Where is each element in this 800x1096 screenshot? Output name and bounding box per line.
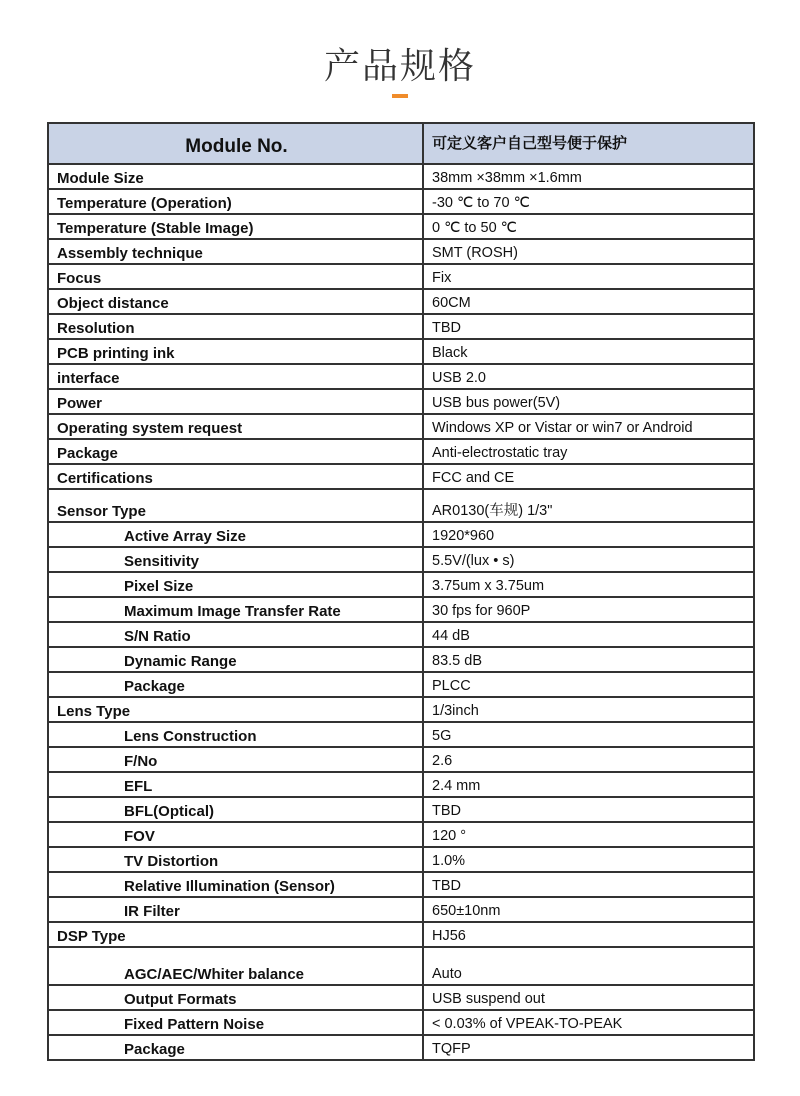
table-row <box>48 897 754 922</box>
table-row <box>48 947 754 985</box>
table-row <box>48 622 754 647</box>
table-row <box>48 439 754 464</box>
spec-value-cell: Anti-electrostatic tray <box>423 439 754 464</box>
spec-key-cell: Lens Type <box>48 697 423 722</box>
table-row <box>48 985 754 1010</box>
spec-value-cell: 1/3inch <box>423 697 754 722</box>
spec-key-cell: Module Size <box>48 164 423 189</box>
spec-key-cell: IR Filter <box>48 897 423 922</box>
table-row <box>48 239 754 264</box>
spec-key-cell: Power <box>48 389 423 414</box>
table-row <box>48 872 754 897</box>
spec-key-cell: FOV <box>48 822 423 847</box>
spec-key-cell: S/N Ratio <box>48 622 423 647</box>
spec-value-cell: Black <box>423 339 754 364</box>
spec-key-cell: Relative Illumination (Sensor) <box>48 872 423 897</box>
table-row <box>48 847 754 872</box>
table-row <box>48 189 754 214</box>
spec-value-cell: TBD <box>423 314 754 339</box>
spec-key-cell: Resolution <box>48 314 423 339</box>
spec-key-cell: Maximum Image Transfer Rate <box>48 597 423 622</box>
spec-key-cell: Package <box>48 439 423 464</box>
spec-value-cell: 2.6 <box>423 747 754 772</box>
header-key-cell: Module No. <box>48 123 423 164</box>
spec-value-cell: USB 2.0 <box>423 364 754 389</box>
table-header-row <box>48 123 754 164</box>
spec-key-cell: Dynamic Range <box>48 647 423 672</box>
spec-value-cell: USB suspend out <box>423 985 754 1010</box>
spec-value-cell: -30 ℃ to 70 ℃ <box>423 189 754 214</box>
spec-key-cell: Output Formats <box>48 985 423 1010</box>
spec-value-cell: 30 fps for 960P <box>423 597 754 622</box>
table-row <box>48 1035 754 1060</box>
spec-value-cell: < 0.03% of VPEAK-TO-PEAK <box>423 1010 754 1035</box>
spec-value-cell: 38mm ×38mm ×1.6mm <box>423 164 754 189</box>
table-row <box>48 822 754 847</box>
table-row <box>48 289 754 314</box>
spec-key-cell: Object distance <box>48 289 423 314</box>
spec-value-cell: TBD <box>423 797 754 822</box>
spec-key-cell: Fixed Pattern Noise <box>48 1010 423 1035</box>
spec-key-cell: interface <box>48 364 423 389</box>
table-row <box>48 464 754 489</box>
table-row <box>48 772 754 797</box>
spec-key-cell: AGC/AEC/Whiter balance <box>48 947 423 985</box>
spec-key-cell: Lens Construction <box>48 722 423 747</box>
header-value-cell: 可定义客户自己型号便于保护 <box>423 123 754 164</box>
table-row <box>48 672 754 697</box>
page-title: 产品规格 <box>323 46 476 87</box>
spec-value-cell: SMT (ROSH) <box>423 239 754 264</box>
table-row <box>48 722 754 747</box>
spec-key-cell: Package <box>48 1035 423 1060</box>
spec-value-cell: HJ56 <box>423 922 754 947</box>
spec-value-cell: FCC and CE <box>423 464 754 489</box>
spec-value-cell: TQFP <box>423 1035 754 1060</box>
table-row <box>48 214 754 239</box>
spec-value-cell: 2.4 mm <box>423 772 754 797</box>
spec-value-cell: 5G <box>423 722 754 747</box>
spec-key-cell: Assembly technique <box>48 239 423 264</box>
table-row <box>48 697 754 722</box>
table-row <box>48 597 754 622</box>
spec-value-cell: Windows XP or Vistar or win7 or Android <box>423 414 754 439</box>
spec-value-cell: AR0130(车规) 1/3" <box>423 489 754 522</box>
spec-key-cell: Certifications <box>48 464 423 489</box>
spec-value-cell: Fix <box>423 264 754 289</box>
spec-value-cell: Auto <box>423 947 754 985</box>
spec-key-cell: Package <box>48 672 423 697</box>
spec-value-cell: 0 ℃ to 50 ℃ <box>423 214 754 239</box>
spec-value-cell: 650±10nm <box>423 897 754 922</box>
spec-value-cell: 1.0% <box>423 847 754 872</box>
spec-value-cell: 5.5V/(lux • s) <box>423 547 754 572</box>
table-row <box>48 414 754 439</box>
table-row <box>48 339 754 364</box>
spec-key-cell: Operating system request <box>48 414 423 439</box>
spec-key-cell: TV Distortion <box>48 847 423 872</box>
spec-value-cell: 120 ° <box>423 822 754 847</box>
table-row <box>48 489 754 522</box>
spec-value-cell: 44 dB <box>423 622 754 647</box>
spec-value-cell: 1920*960 <box>423 522 754 547</box>
spec-value-cell: 83.5 dB <box>423 647 754 672</box>
table-row <box>48 364 754 389</box>
spec-key-cell: Sensitivity <box>48 547 423 572</box>
table-row <box>48 314 754 339</box>
table-row <box>48 1010 754 1035</box>
table-row <box>48 572 754 597</box>
table-row <box>48 647 754 672</box>
spec-table <box>47 122 755 1061</box>
table-row <box>48 164 754 189</box>
spec-value-cell: PLCC <box>423 672 754 697</box>
spec-value-cell: TBD <box>423 872 754 897</box>
title-accent-bar <box>392 94 408 98</box>
spec-key-cell: Pixel Size <box>48 572 423 597</box>
spec-key-cell: PCB printing ink <box>48 339 423 364</box>
spec-value-cell: USB bus power(5V) <box>423 389 754 414</box>
spec-key-cell: DSP Type <box>48 922 423 947</box>
table-row <box>48 547 754 572</box>
table-row <box>48 747 754 772</box>
table-row <box>48 797 754 822</box>
spec-value-cell: 3.75um x 3.75um <box>423 572 754 597</box>
spec-value-cell: 60CM <box>423 289 754 314</box>
table-row <box>48 922 754 947</box>
spec-key-cell: BFL(Optical) <box>48 797 423 822</box>
spec-key-cell: Sensor Type <box>48 489 423 522</box>
spec-key-cell: F/No <box>48 747 423 772</box>
spec-key-cell: Temperature (Operation) <box>48 189 423 214</box>
table-row <box>48 522 754 547</box>
spec-key-cell: EFL <box>48 772 423 797</box>
spec-key-cell: Active Array Size <box>48 522 423 547</box>
spec-key-cell: Focus <box>48 264 423 289</box>
table-row <box>48 264 754 289</box>
table-row <box>48 389 754 414</box>
spec-key-cell: Temperature (Stable Image) <box>48 214 423 239</box>
